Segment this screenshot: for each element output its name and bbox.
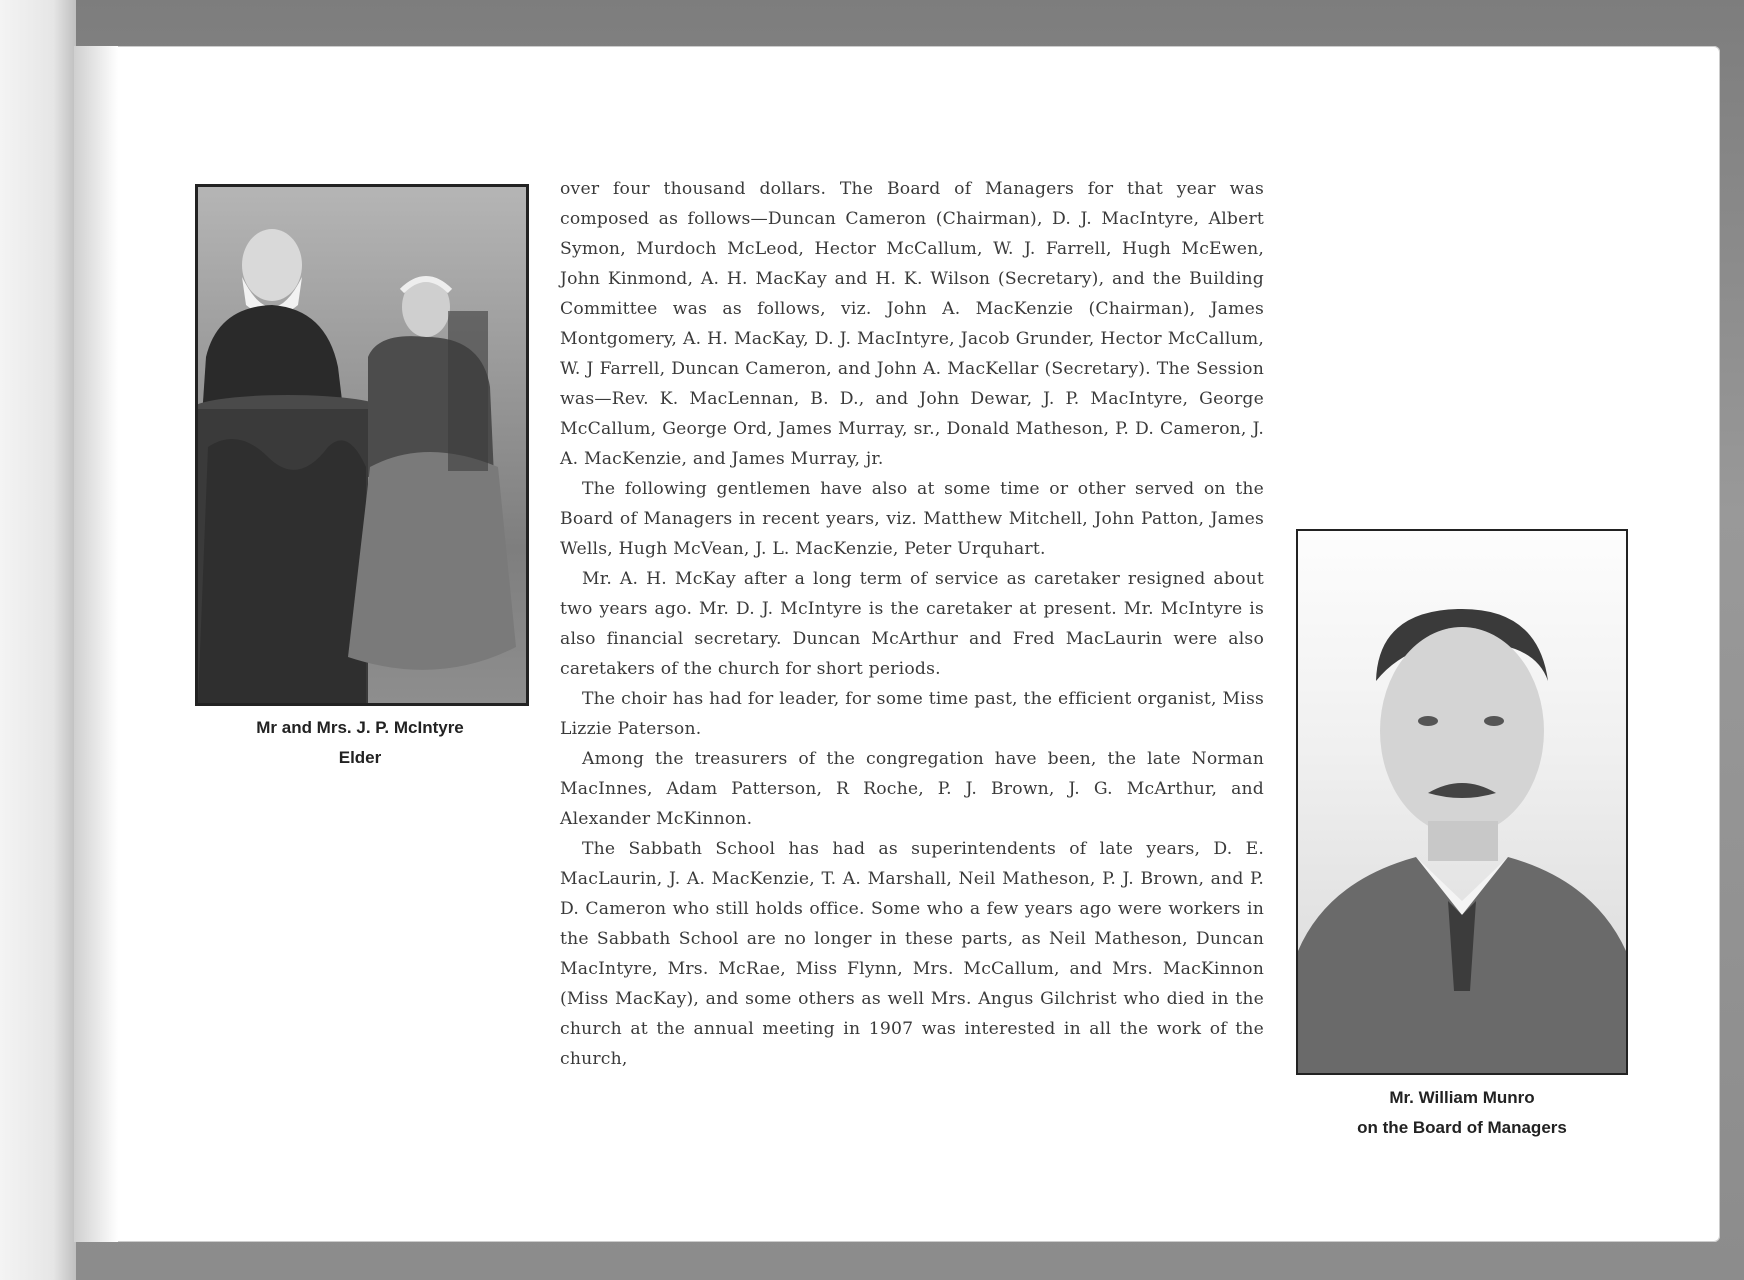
paragraph: Mr. A. H. McKay after a long term of service as caretaker resigned about two years ago. Mr. D. J. McIntyre is the caretaker at present. Mr. McIntyre is also financial secretary. Duncan McArthur and Fred MacLaurin were also caretakers of the church for short periods.: [560, 569, 1264, 679]
paragraph: over four thousand dollars. The Board of Managers for that year was composed as follows—Duncan Cameron (Chairman), D. J. MacIntyre, Albert Symon, Murdoch McLeod, Hector McCallum, W. J. Farrell, Hugh McEwen, John Kinmond, A. H. MacKay and H. K. Wilson (Secretary), and the Building Committee was as follows, viz. John A. MacKenzie (Chairman), James Montgomery, A. H. MacKay, D. J. MacIntyre, Jacob Grunder, Hector McCallum, W. J Farrell, Duncan Cameron, and John A. MacKellar (Secretary). The Session was—Rev. K. MacLennan, B. D., and John Dewar, J. P. MacIntyre, George McCallum, George Ord, James Murray, sr., Donald Matheson, P. D. Cameron, J. A. MacKenzie, and James Murray, jr.: [560, 179, 1264, 469]
munro-photo-caption: [1290, 1083, 1634, 1143]
paragraph: The following gentlemen have also at some time or other served on the Board of Managers in recent years, viz. Matthew Mitchell, John Patton, James Wells, Hugh McVean, J. L. MacKenzie, Peter Urquhart.: [560, 479, 1264, 559]
caption-role: on the Board of Managers: [1357, 1118, 1567, 1137]
page-gutter-shadow: [74, 46, 118, 1242]
history-text-column: [560, 174, 1264, 1074]
munro-portrait-illustration: [1298, 531, 1626, 1073]
previous-page-edge: [0, 0, 76, 1280]
paragraph: The Sabbath School has had as superintendents of late years, D. E. MacLaurin, J. A. MacKenzie, T. A. Marshall, Neil Matheson, P. J. Brown, and P. D. Cameron who still holds office. Some who a few years ago were workers in the Sabbath School are no longer in these parts, as Neil Matheson, Duncan MacIntyre, Mrs. McRae, Miss Flynn, Mrs. McCallum, and Mrs. MacKinnon (Miss MacKay), and some others as well Mrs. Angus Gilchrist who died in the church at the annual meeting in 1907 was interested in all the work of the church,: [560, 839, 1264, 1069]
couple-portrait-illustration: [198, 187, 526, 703]
paragraph: Among the treasurers of the congregation have been, the late Norman MacInnes, Adam Patterson, R Roche, P. J. Brown, J. G. McArthur, and Alexander McKinnon.: [560, 749, 1264, 829]
paragraph: The choir has had for leader, for some time past, the efficient organist, Miss Lizzie Paterson.: [560, 689, 1264, 739]
caption-name: Mr. William Munro: [1389, 1088, 1535, 1107]
caption-role: Elder: [338, 748, 382, 767]
caption-names: Mr and Mrs. J. P. McIntyre: [256, 718, 464, 737]
william-munro-photo: [1296, 529, 1628, 1075]
mcintyre-photo-caption: [190, 713, 530, 773]
mcintyre-couple-photo: [195, 184, 529, 706]
